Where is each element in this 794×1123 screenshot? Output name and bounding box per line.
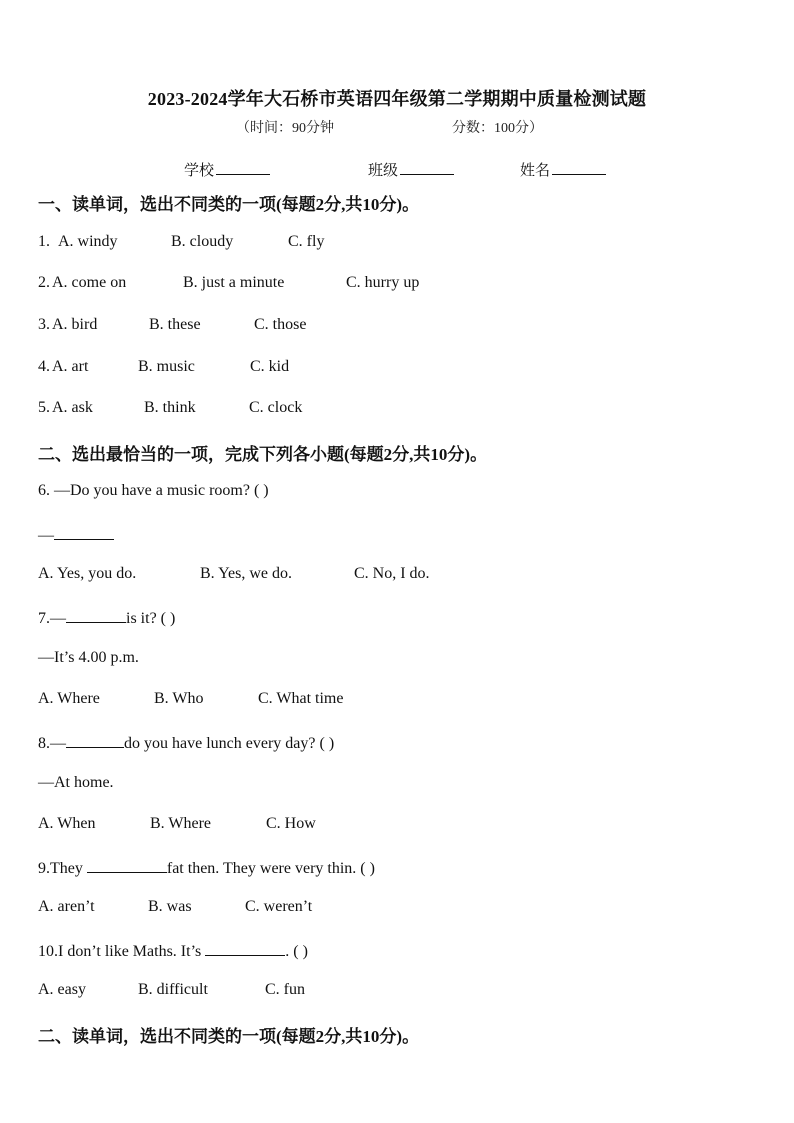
q8-post: do you have lunch every day? ( )	[124, 735, 335, 752]
q10-option-a: A. easy	[38, 981, 86, 998]
exam-score: 分数：100分）	[452, 121, 543, 136]
q5-number: 5.	[38, 399, 50, 416]
q9-blank	[87, 857, 167, 873]
school-field	[184, 159, 270, 180]
q5-option-c: C. clock	[249, 399, 303, 416]
q9-option-c: C. weren’t	[245, 898, 313, 915]
q10-option-b: B. difficult	[138, 981, 208, 998]
q9-stem	[38, 857, 375, 878]
exam-time: （时间：90分钟	[236, 121, 334, 136]
q9-option-b: B. was	[148, 898, 192, 915]
q8-option-b: B. Where	[150, 815, 212, 832]
q3-option-b: B. these	[149, 316, 201, 333]
q1-number: 1.	[38, 233, 50, 250]
q7-answer: —It’s 4.00 p.m.	[38, 649, 139, 666]
q10-post: . ( )	[285, 943, 308, 960]
q2-option-a: A. come on	[52, 274, 127, 291]
q9-post: fat then. They were very thin. ( )	[166, 860, 375, 877]
q1-option-c: C. fly	[288, 233, 325, 250]
q7-stem	[38, 607, 175, 628]
q6-option-c: C. No, I do.	[354, 565, 430, 582]
q8-blank	[66, 732, 124, 748]
q2-option-b: B. just a minute	[183, 274, 285, 291]
q9-pre: 9.They	[38, 860, 87, 877]
q3-option-c: C. those	[254, 316, 307, 333]
exam-title: 2023-2024学年大石桥市英语四年级第二学期期中质量检测试题	[147, 89, 647, 109]
q6-dash: —	[38, 527, 54, 544]
q5-option-b: B. think	[144, 399, 196, 416]
q2-number: 2.	[38, 274, 50, 291]
q10-stem	[38, 940, 308, 961]
section-3-heading: 二、读单词，选出不同类的一项(每题2分,共10分)。	[38, 1027, 420, 1046]
q10-pre: 10.I don’t like Maths. It’s	[38, 943, 206, 960]
section-2-heading: 二、选出最恰当的一项，完成下列各小题(每题2分,共10分)。	[38, 445, 488, 464]
class-blank	[400, 160, 454, 175]
q10-blank	[205, 940, 285, 956]
q7-pre: 7.—	[38, 610, 66, 627]
q3-option-a: A. bird	[52, 316, 98, 333]
q7-post: is it? ( )	[126, 610, 176, 627]
q7-option-c: C. What time	[258, 690, 344, 707]
q4-option-c: C. kid	[250, 358, 290, 375]
name-blank	[552, 160, 606, 175]
name-label: 姓名	[520, 163, 551, 179]
q8-option-a: A. When	[38, 815, 96, 832]
q9-option-a: A. aren’t	[38, 898, 95, 915]
class-label: 班级	[368, 163, 399, 179]
q6-blank	[54, 524, 114, 540]
section-1-heading: 一、读单词，选出不同类的一项(每题2分,共10分)。	[38, 195, 420, 214]
name-field	[520, 159, 606, 180]
q6-option-b: B. Yes, we do.	[200, 565, 293, 582]
q4-number: 4.	[38, 358, 50, 375]
q7-blank	[66, 607, 126, 623]
q8-stem	[38, 732, 334, 753]
q8-answer: —At home.	[38, 774, 114, 791]
school-blank	[216, 160, 270, 175]
q6-answer-line	[38, 524, 114, 545]
school-label: 学校	[184, 163, 215, 179]
q4-option-a: A. art	[52, 358, 89, 375]
q1-option-b: B. cloudy	[171, 233, 234, 250]
q8-pre: 8.—	[38, 735, 66, 752]
q7-option-a: A. Where	[38, 690, 100, 707]
q8-option-c: C. How	[266, 815, 316, 832]
q4-option-b: B. music	[138, 358, 195, 375]
q2-option-c: C. hurry up	[346, 274, 420, 291]
q1-option-a: A. windy	[58, 233, 118, 250]
q10-option-c: C. fun	[265, 981, 305, 998]
q7-option-b: B. Who	[154, 690, 204, 707]
q6-option-a: A. Yes, you do.	[38, 565, 137, 582]
q6-stem: 6. —Do you have a music room? ( )	[38, 482, 269, 499]
q5-option-a: A. ask	[52, 399, 93, 416]
class-field	[368, 159, 454, 180]
q3-number: 3.	[38, 316, 50, 333]
